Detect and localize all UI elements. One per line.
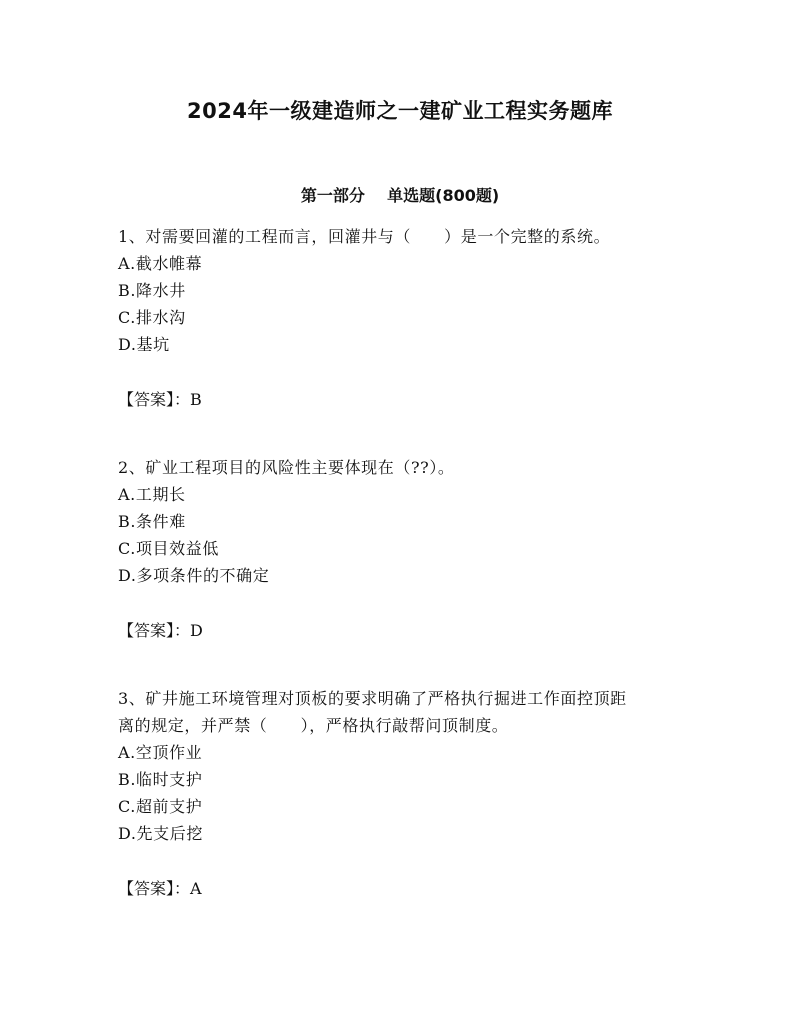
question-2 bbox=[118, 454, 688, 589]
option-b: B.条件难 bbox=[118, 512, 186, 531]
answer-1: 【答案】：B bbox=[118, 390, 202, 409]
option-d: D.多项条件的不确定 bbox=[118, 566, 270, 585]
option-b: B.降水井 bbox=[118, 281, 186, 300]
section-title: 第一部分 单选题(800题) bbox=[300, 186, 500, 205]
option-a: A.截水帷幕 bbox=[118, 254, 203, 273]
question-stem-line-1: 3、矿井施工环境管理对顶板的要求明确了严格执行掘进工作面控顶距 bbox=[118, 689, 627, 708]
option-a: A.空顶作业 bbox=[118, 743, 203, 762]
option-c: C.项目效益低 bbox=[118, 539, 219, 558]
option-d: D.基坑 bbox=[118, 335, 170, 354]
question-stem: 1、对需要回灌的工程而言，回灌井与（ ）是一个完整的系统。 bbox=[118, 227, 611, 246]
option-d: D.先支后挖 bbox=[118, 824, 203, 843]
answer-3: 【答案】：A bbox=[118, 879, 202, 898]
answer-2: 【答案】：D bbox=[118, 621, 203, 640]
option-b: B.临时支护 bbox=[118, 770, 203, 789]
question-stem-line-2: 离的规定，并严禁（ ），严格执行敲帮问顶制度。 bbox=[118, 716, 509, 735]
question-stem: 2、矿业工程项目的风险性主要体现在（??）。 bbox=[118, 458, 455, 477]
option-c: C.排水沟 bbox=[118, 308, 186, 327]
document-title: 2024年一级建造师之一建矿业工程实务题库 bbox=[187, 99, 613, 123]
question-3 bbox=[118, 685, 688, 847]
option-c: C.超前支护 bbox=[118, 797, 203, 816]
question-1 bbox=[118, 223, 688, 358]
option-a: A.工期长 bbox=[118, 485, 186, 504]
